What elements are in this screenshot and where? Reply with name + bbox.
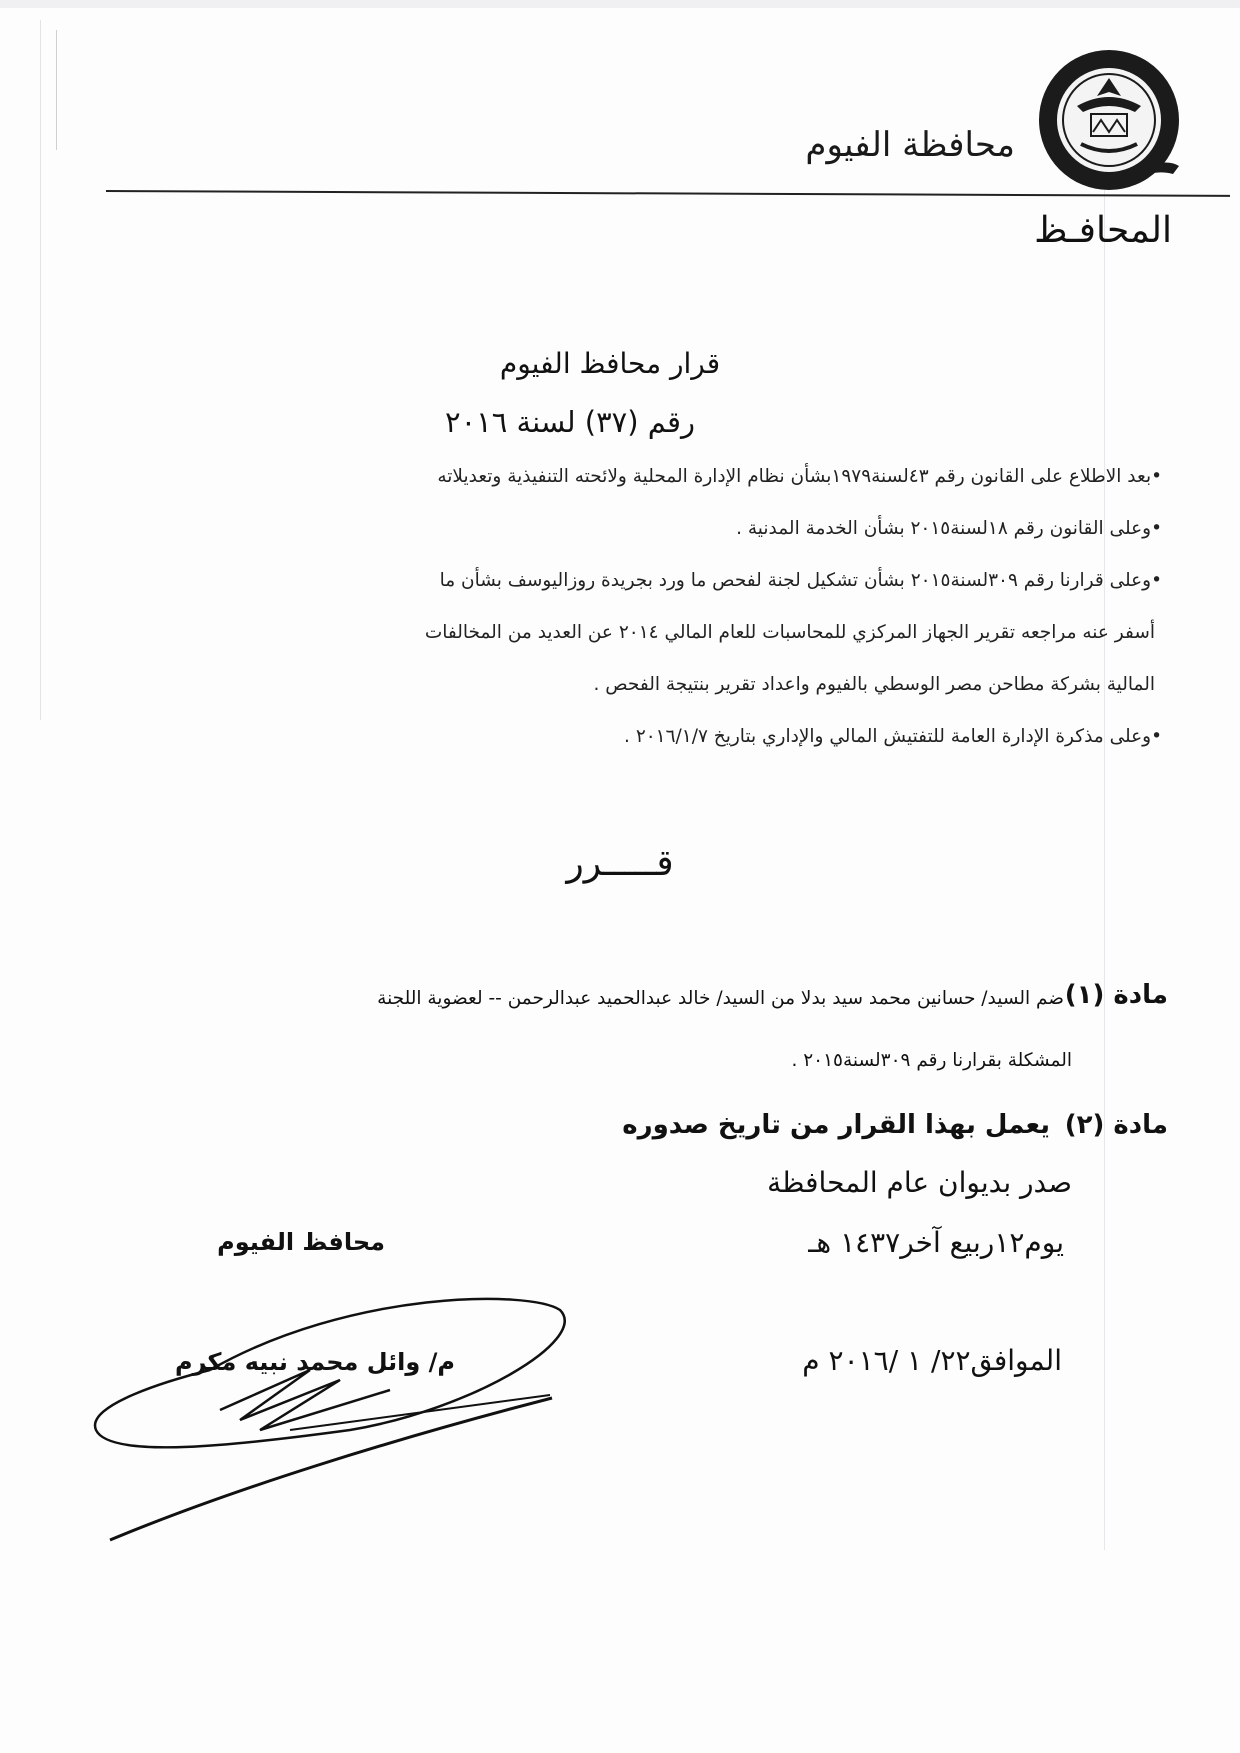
- preamble-line: •وعلى القانون رقم ١٨لسنة٢٠١٥ بشأن الخدمة المدنية .: [736, 518, 1162, 539]
- office-title: المحافـظ: [1034, 210, 1172, 251]
- decides-heading: قـــــرر: [566, 843, 674, 884]
- governorate-name: محافظة الفيوم: [805, 125, 1015, 165]
- article-1-label: مادة (١): [1064, 980, 1168, 1010]
- hijri-date: يوم١٢ربيع آخر١٤٣٧ هـ: [808, 1226, 1064, 1259]
- issued-at: صدر بديوان عام المحافظة: [767, 1166, 1072, 1199]
- scan-top-shadow: [0, 0, 1240, 8]
- scan-edge-line: [56, 30, 57, 150]
- preamble-line: •وعلى قرارنا رقم ٣٠٩لسنة٢٠١٥ بشأن تشكيل لجنة لفحص ما ورد بجريدة روزاليوسف بشأن ما: [439, 570, 1162, 591]
- decree-title: قرار محافظ الفيوم: [499, 347, 721, 380]
- gregorian-date: الموافق٢٢/ ١ /٢٠١٦ م: [802, 1344, 1062, 1377]
- handwritten-signature-icon: [90, 1270, 570, 1550]
- preamble-line: أسفر عنه مراجعه تقرير الجهاز المركزي للمحاسبات للعام المالي ٢٠١٤ عن العديد من المخالفات: [424, 622, 1155, 643]
- article-2-text: يعمل بهذا القرار من تاريخ صدوره: [622, 1110, 1050, 1140]
- decree-number: رقم (٣٧) لسنة ٢٠١٦: [445, 405, 695, 439]
- article-1-text: ضم السيد/ حسانين محمد سيد بدلا من السيد/ خالد عبدالحميد عبدالرحمن -- لعضوية اللجنة: [377, 988, 1064, 1009]
- preamble-line: •وعلى مذكرة الإدارة العامة للتفتيش المالي والإداري بتاريخ ٢٠١٦/١/٧ .: [624, 726, 1162, 747]
- preamble-line: المالية بشركة مطاحن مصر الوسطي بالفيوم واعداد تقرير بنتيجة الفحص .: [593, 674, 1155, 695]
- article-2-label: مادة (٢): [1064, 1110, 1168, 1140]
- article-1-text-cont: المشكلة بقرارنا رقم ٣٠٩لسنة٢٠١٥ .: [791, 1050, 1072, 1071]
- signatory-name: م/ وائل محمد نبيه مكرم: [175, 1348, 455, 1376]
- governorate-seal-icon: [1037, 48, 1182, 193]
- preamble-line: •بعد الاطلاع على القانون رقم ٤٣لسنة١٩٧٩بشأن نظام الإدارة المحلية ولائحته التنفيذية وتعديلاته: [437, 466, 1162, 487]
- signatory-title: محافظ الفيوم: [217, 1228, 385, 1256]
